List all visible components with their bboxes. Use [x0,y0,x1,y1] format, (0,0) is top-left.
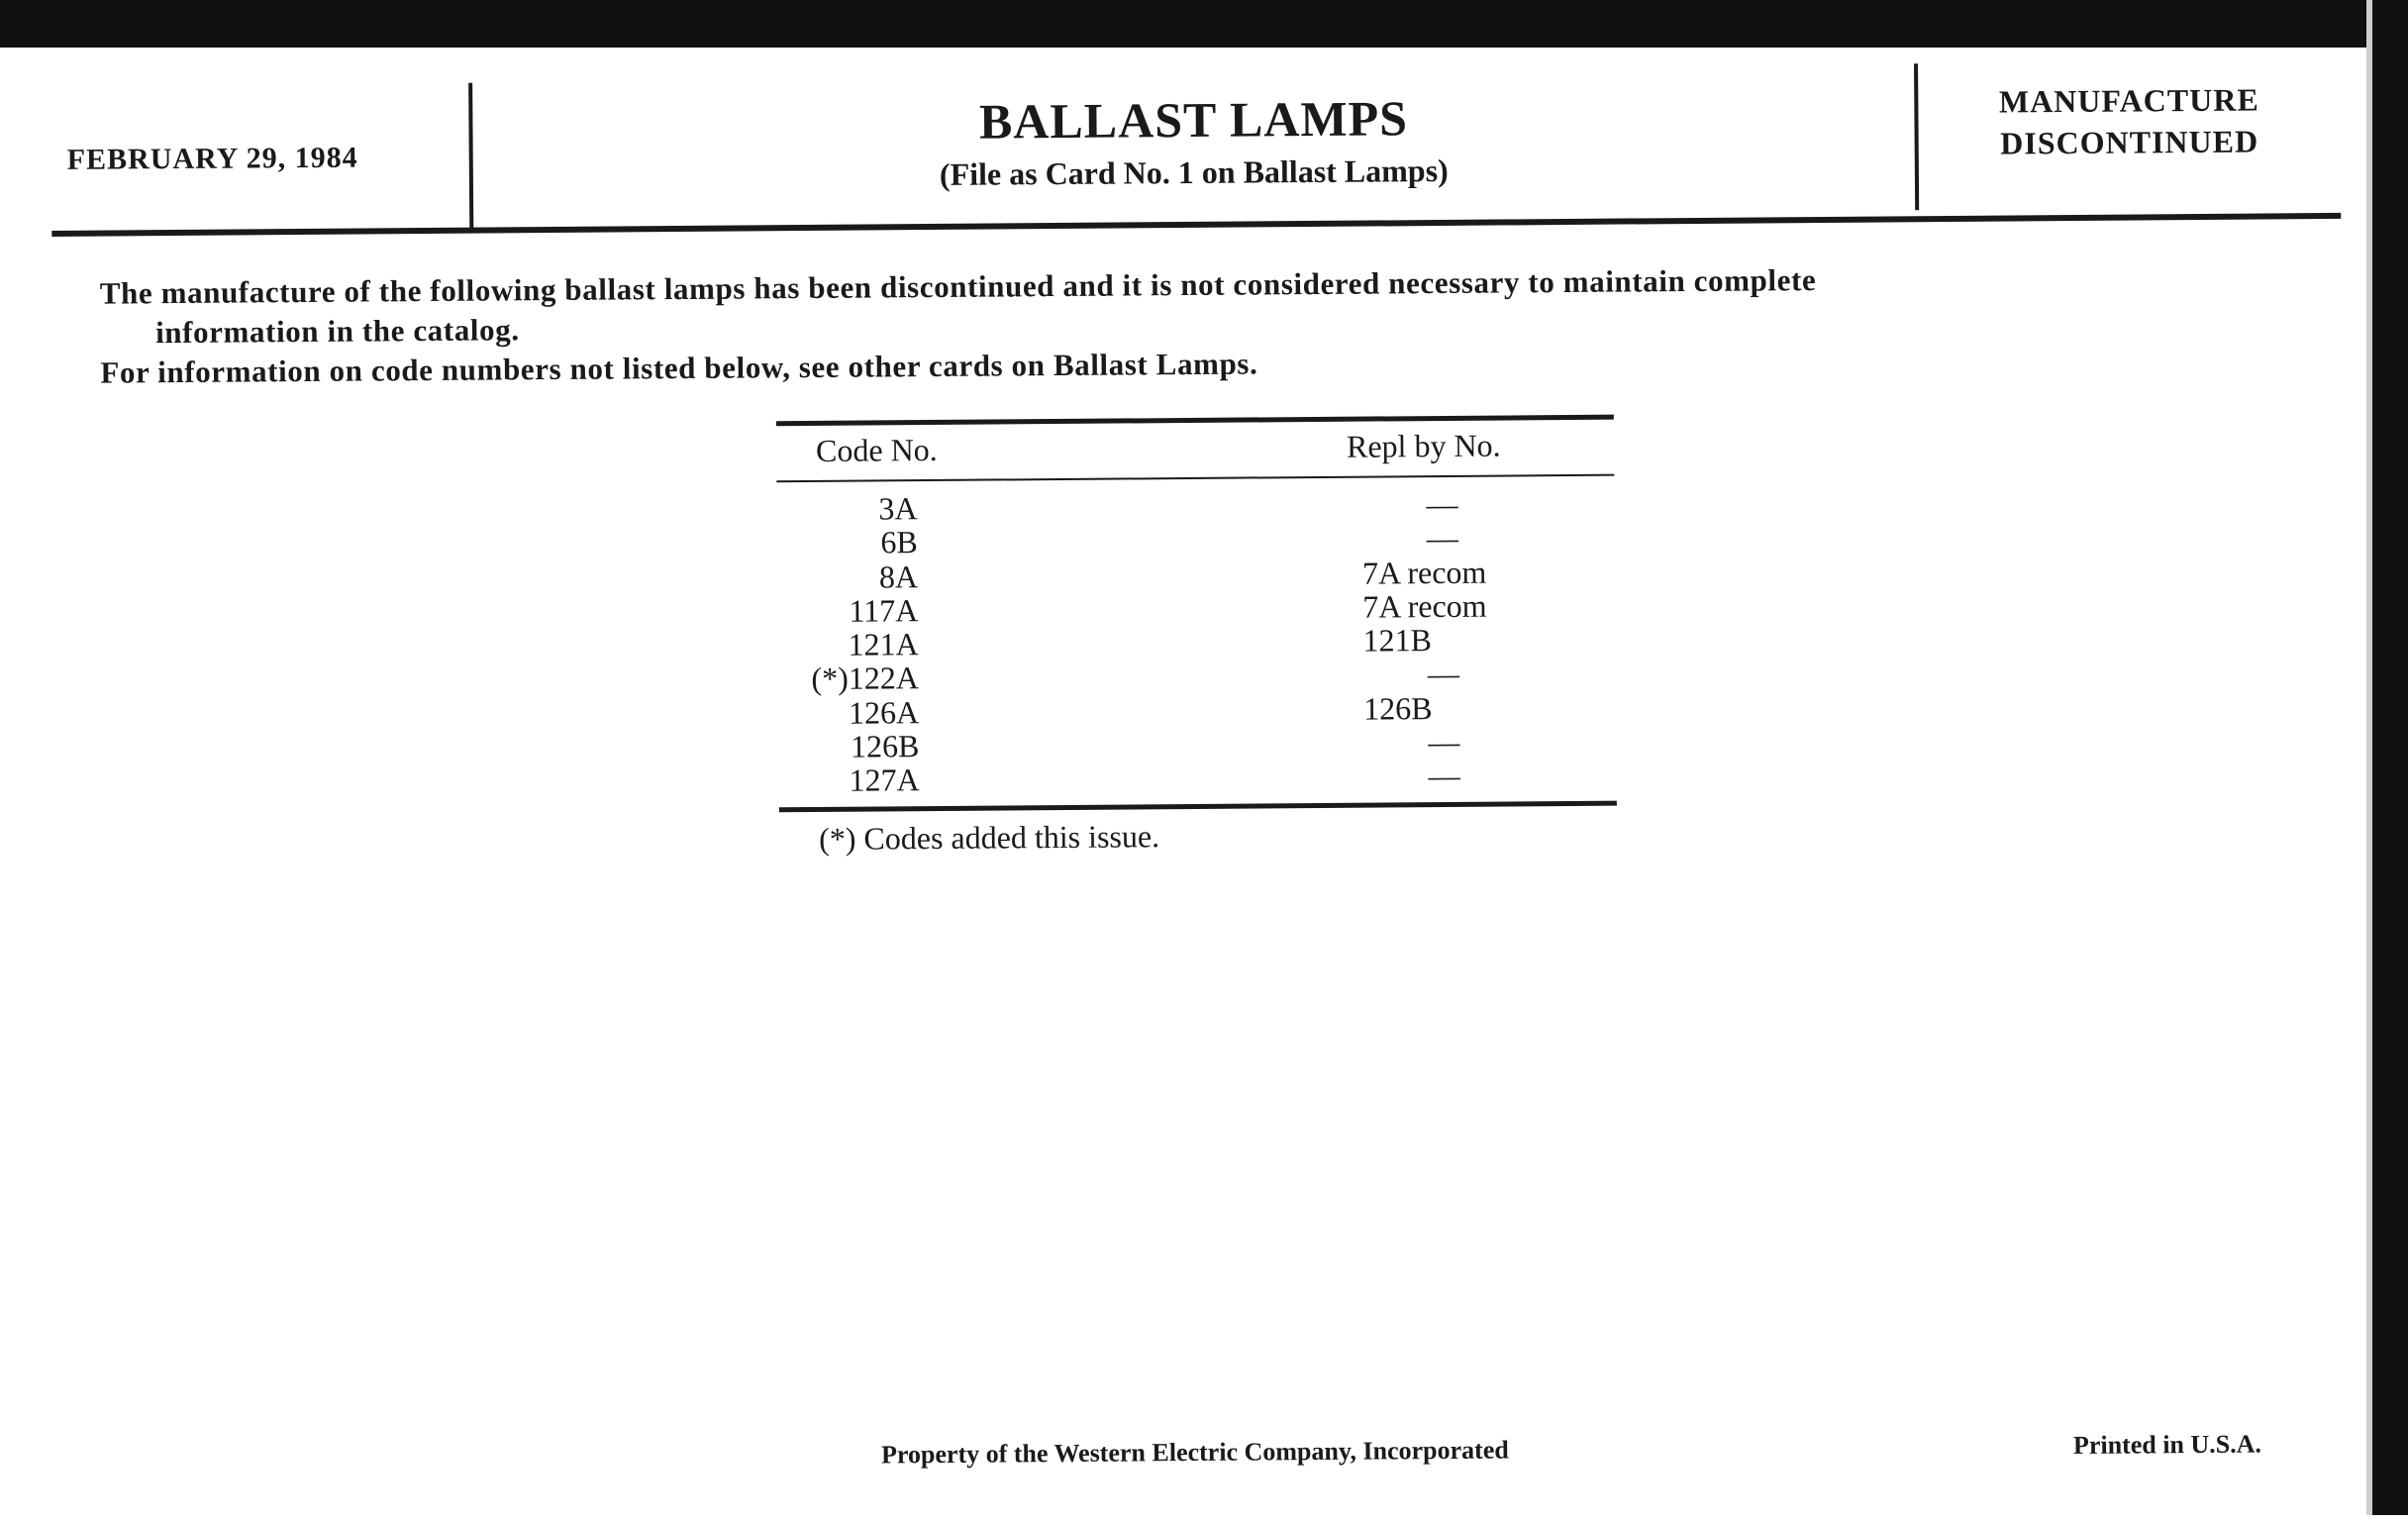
table-bottom-rule [779,801,1617,813]
table-cell-repl: — [1427,656,1459,692]
card-subtitle: (File as Card No. 1 on Ballast Lamps) [939,152,1449,192]
table-cell-repl: — [1426,520,1458,557]
table-cell-code: 3A [878,490,918,527]
footer-property: Property of the Western Electric Company, Incorporated [880,1435,1509,1470]
repl-column [1361,486,1524,793]
table-top-rule [776,415,1614,427]
column-header-repl: Repl by No. [1346,427,1501,464]
header-rule [51,213,2341,237]
issue-date: FEBRUARY 29, 1984 [66,141,358,176]
header-divider-right [1914,63,1919,210]
table-cell-code: 126A [848,693,920,731]
table-header-rule [776,474,1614,483]
table-cell-repl: — [1426,485,1458,523]
status-label [1936,78,2323,164]
table-cell-repl: 7A recom [1362,587,1487,625]
table-cell-code: 8A [878,558,919,595]
intro-para-2: For information on code numbers not listed below, see other cards on Ballast Lamps. [100,346,1258,390]
table-cell-repl: 121B [1362,622,1433,659]
status-line-1: MANUFACTURE [1998,81,2259,120]
table-cell-repl: — [1428,758,1460,794]
intro-line-1: The manufacture of the following ballast lamps has been discontinued and it is not considered necessary to maintain complete [99,262,1817,311]
table-footnote: (*) Codes added this issue. [819,818,1160,857]
table-cell-code: 127A [849,762,920,799]
code-column [776,491,919,798]
status-line-2: DISCONTINUED [2000,123,2259,161]
table-cell-repl: 126B [1362,689,1433,727]
intro-line-2: information in the catalog. [154,312,520,351]
table-cell-repl: 7A recom [1361,554,1487,591]
table-cell-repl: — [1428,723,1460,761]
table-cell-code: 6B [880,524,918,560]
column-header-code: Code No. [815,431,938,468]
table-cell-code: (*)122A [811,660,920,697]
footer-printed: Printed in U.S.A. [2072,1429,2262,1461]
table-cell-code: 121A [848,626,919,662]
table-cell-code: 117A [849,592,919,629]
card-title: BALLAST LAMPS [978,90,1409,150]
table-cell-code: 126B [850,728,920,764]
